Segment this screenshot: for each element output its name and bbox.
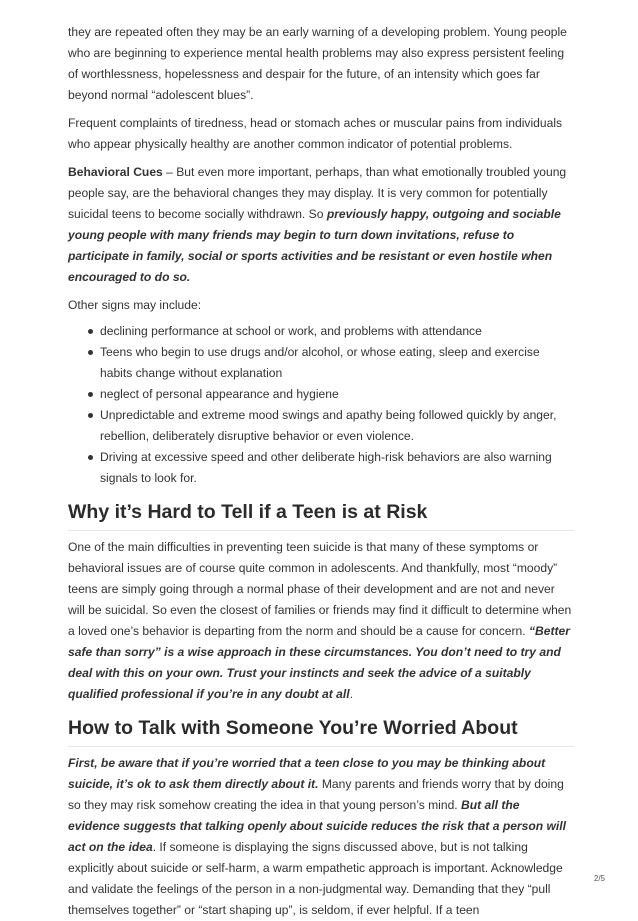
document-page	[68, 22, 574, 921]
talk-text-2: . If someone is displaying the signs discussed above, but is not talking explicitly about suicide or self-harm, a warm empathetic approach is important. Acknowledge and validate the feelings of the person in a non-judgmental way. Demanding that they “pull themselves together” or “start shaping up”, is seldom, if ever helpful. If a teen	[68, 840, 563, 917]
paragraph-talk	[68, 753, 574, 921]
risk-emphasis: “Better safe than sorry” is a wise approach in these circumstances. You don’t need to try and deal with this on your own. Trust your instincts and seek the advice of a suitably qualified professional if you’re in any doubt at all	[68, 624, 570, 701]
talk-emphasis-1: First, be aware that if you’re worried that a teen close to you may be thinking about suicide, it’s ok to ask them directly about it.	[68, 756, 546, 791]
paragraph-behavioral-cues	[68, 162, 574, 288]
behavioral-cues-label: Behavioral Cues	[68, 165, 163, 179]
risk-end: .	[349, 687, 353, 701]
list-item: Teens who begin to use drugs and/or alcohol, or whose eating, sleep and exercise habits change without explanation	[88, 342, 574, 384]
list-item: Unpredictable and extreme mood swings and apathy being followed quickly by anger, rebellion, deliberately disruptive behavior or even violence.	[88, 405, 574, 447]
paragraph-other-signs: Other signs may include:	[68, 298, 202, 312]
risk-text: One of the main difficulties in preventing teen suicide is that many of these symptoms or behavioral issues are of course quite common in adolescents. And thankfully, most “moody” teens are simply going through a normal phase of their development and are not and never will be suicidal. So even the closest of families or friends may find it difficult to determine when a loved one’s behavior is departing from the norm and should be a cause for concern.	[68, 540, 572, 638]
list-item: declining performance at school or work, and problems with attendance	[88, 321, 574, 342]
signs-list	[68, 321, 574, 489]
paragraph-early-warning: they are repeated often they may be an early warning of a developing problem. Young people who are beginning to experience mental health problems may also express persistent feeling of worthlessness, hopelessness and despair for the future, of an intensity which goes far beyond normal “adolescent blues”.	[68, 25, 567, 102]
page-number: 2/5	[593, 874, 605, 883]
section-heading-risk: Why it’s Hard to Tell if a Teen is at Risk	[68, 499, 574, 531]
behavioral-cues-emphasis: previously happy, outgoing and sociable young people with many friends may begin to turn down invitations, refuse to participate in family, social or sports activities and be resistant or even hostile when encouraged to do so.	[68, 207, 561, 284]
talk-emphasis-2: But all the evidence suggests that talking openly about suicide reduces the risk that a person will act on the idea	[68, 798, 566, 854]
talk-text-1: Many parents and friends worry that by doing so they may risk somehow creating the idea in that young person’s mind.	[68, 777, 564, 812]
paragraph-risk	[68, 537, 574, 705]
section-heading-talk: How to Talk with Someone You’re Worried About	[68, 715, 574, 747]
behavioral-cues-text: – But even more important, perhaps, than what emotionally troubled young people say, are the behavioral changes they may display. It is very common for potentially suicidal teens to become socially withdrawn. So	[68, 165, 567, 221]
paragraph-physical-complaints: Frequent complaints of tiredness, head or stomach aches or muscular pains from individuals who appear physically healthy are another common indicator of potential problems.	[68, 116, 563, 151]
list-item: Driving at excessive speed and other deliberate high-risk behaviors are also warning signals to look for.	[88, 447, 574, 489]
list-item: neglect of personal appearance and hygiene	[88, 384, 574, 405]
